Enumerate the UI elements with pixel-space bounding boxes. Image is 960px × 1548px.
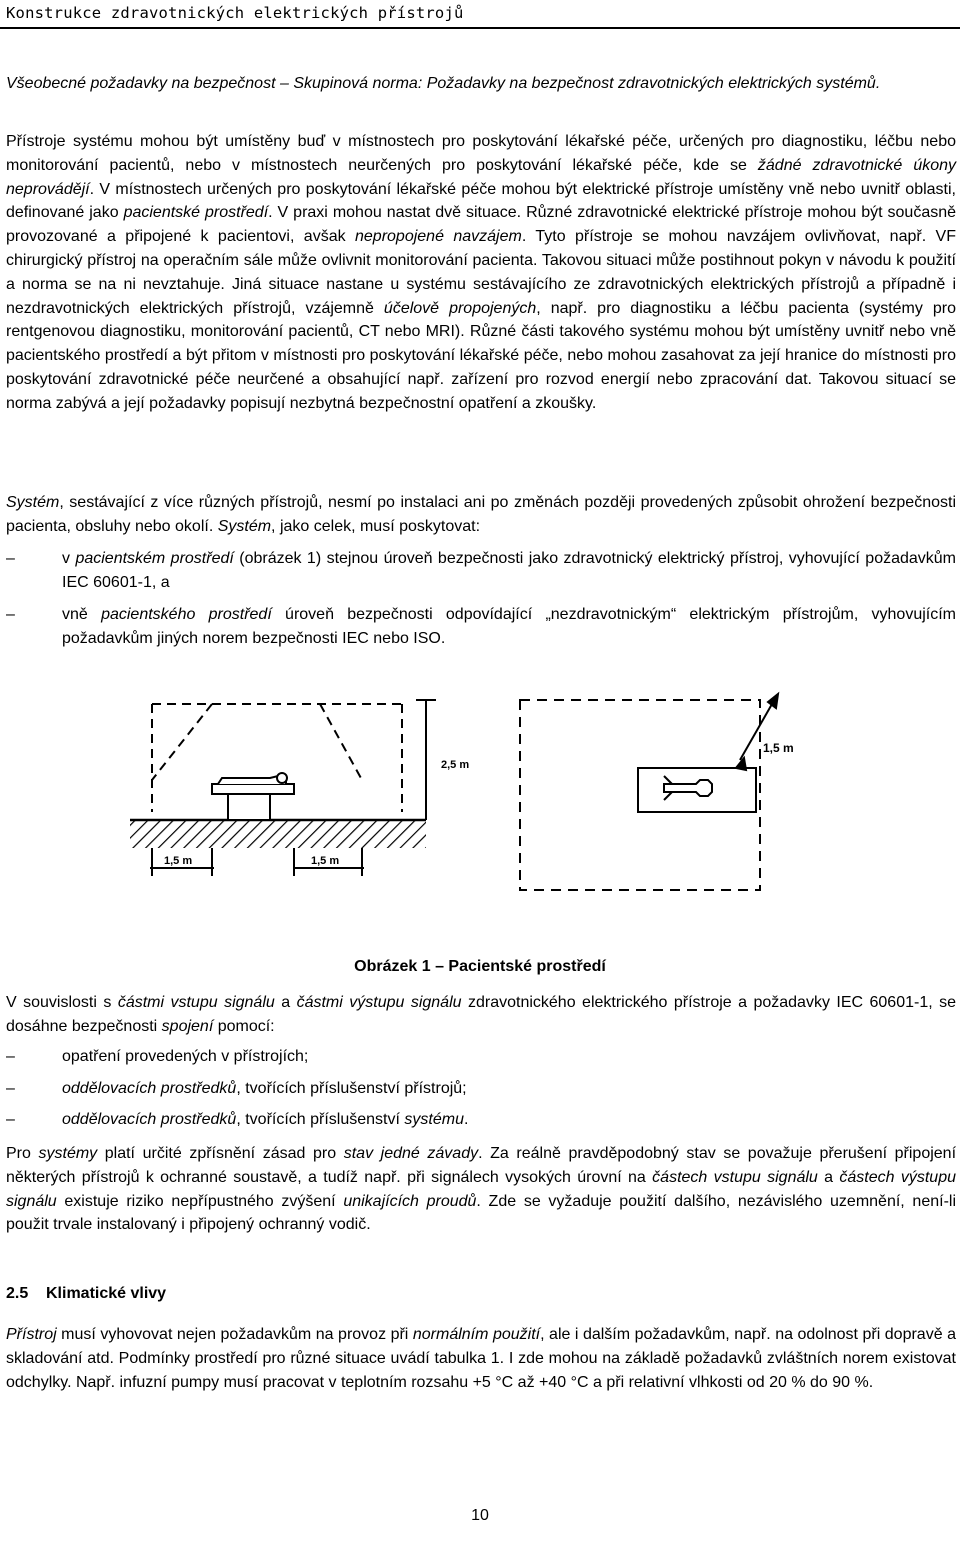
paragraph-3: V souvislosti s částmi vstupu signálu a částmi výstupu signálu zdravotnického elektrického přístroje a požadavky IEC 60601-1, se dosáhne bezpečnosti spojení pomocí: — [6, 994, 957, 1035]
section-number: 2.5 — [6, 1285, 29, 1302]
list-item: – oddělovacích prostředků, tvořících příslušenství přístrojů; — [6, 1080, 467, 1097]
figure-caption: Obrázek 1 – Pacientské prostředí — [354, 958, 606, 975]
label-right-15: 1,5 m — [311, 855, 340, 867]
standard-title: Všeobecné požadavky na bezpečnost – Skupinová norma: Požadavky na bezpečnost zdravotnických elektrických systémů. — [6, 75, 881, 92]
paragraph-1: Přístroje systému mohou být umístěny buď v místnostech pro poskytování lékařské péče, určených pro diagnostiku, léčbu nebo monitorování pacientů, nebo v místnostech neurčených pro poskytování lékařské péče, kde se žádné zdravotnické úkony neprovádějí. V místnostech určených pro poskytování lékařské péče mohou být elektrické přístroje umístěny vně nebo uvnitř oblasti, definované jako pacientské prostředí. V praxi mohou nastat dvě situace. Různé zdravotnické elektrické přístroje mohou být současně provozované a připojené k pacientovi, avšak nepropojené navzájem. Tyto přístroje se mohou navzájem ovlivňovat, např. VF chirurgický přístroj na operačním sále může ovlivnit monitorování pacienta. Takovou situaci může postihnout pokyn v návodu k použití a norma se na ni nevztahuje. Jiná situace nastane u systému sestávajícího ze zdravotnických elektrických přístrojů a případně i nezdravotnických elektrických přístrojů, vzájemně účelově propojených, např. pro diagnostiku a léčbu pacienta (systémy pro rentgenovou diagnostiku, monitorování pacientů, CT nebo MRI). Různé části takového systému mohou být umístěny uvnitř nebo vně pacientského prostředí a být přitom v místnosti pro poskytování lékařské péče, nebo mohou zasahovat za její hranice do místnosti pro poskytování zdravotnické péče neurčené a obsahující např. zařízení pro rozvod energií nebo zpracování dat. Takovou situací se norma zabývá a její požadavky popisují nezbytná bezpečnostní opatření a zkoušky. — [6, 133, 957, 412]
right-diagram — [520, 694, 778, 890]
paragraph-2: Systém, sestávající z více různých přístrojů, nesmí po instalaci ani po změnách později provedených způsobit ohrožení bezpečnosti pacienta, obsluhy nebo okolí. Systém, jako celek, musí poskytovat: — [6, 494, 956, 535]
section-heading — [6, 1285, 166, 1303]
page-number: 10 — [471, 1507, 489, 1524]
paragraph-4: Pro systémy platí určité zpřísnění zásad pro stav jedné závady. Za reálně pravděpodobný stav se považuje přerušení připojení některých přístrojů k ochranné soustavě, a tudíž např. při signálech vysokých úrovní na částech vstupu signálu a částech výstupu signálu existuje riziko nepřípustného zvýšení unikajících proudů. Zde se vyžaduje použití dalšího, nezávislého uzemnění, není-li použit trvale instalovaný i připojený ochranný vodič. — [6, 1145, 957, 1234]
left-diagram — [130, 700, 436, 876]
list-item: – vně pacientského prostředí úroveň bezpečnosti odpovídající „nezdravotnickým“ elektrickým přístrojům, vyhovujícím požadavkům jiných norem bezpečnosti IEC nebo ISO. — [6, 606, 957, 647]
running-header: Konstrukce zdravotnických elektrických přístrojů — [6, 4, 464, 22]
paragraph-5: Přístroj musí vyhovovat nejen požadavkům na provoz při normálním použití, ale i dalším požadavkům, např. na odolnost při dopravě a skladování atd. Podmínky prostředí pro různé situace uvádí tabulka 1. I zde mohou na základě požadavků zvláštních norem existovat odchylky. Např. infuzní pumpy musí pracovat v teplotním rozsahu +5 °C až +40 °C a při relativní vlhkosti od 20 % do 90 %. — [6, 1326, 956, 1391]
list-item: – oddělovacích prostředků, tvořících příslušenství systému. — [6, 1111, 469, 1128]
label-diagonal: 1,5 m — [763, 741, 794, 755]
section-title: Klimatické vlivy — [46, 1285, 167, 1302]
list-item: – v pacientském prostředí (obrázek 1) stejnou úroveň bezpečnosti jako zdravotnický elektrický přístroj, vyhovující požadavkům IEC 60601-1, a — [6, 550, 957, 591]
list-item: – opatření provedených v přístrojích; — [6, 1048, 309, 1065]
label-left-15: 1,5 m — [164, 855, 193, 867]
label-height: 2,5 m — [441, 759, 470, 771]
